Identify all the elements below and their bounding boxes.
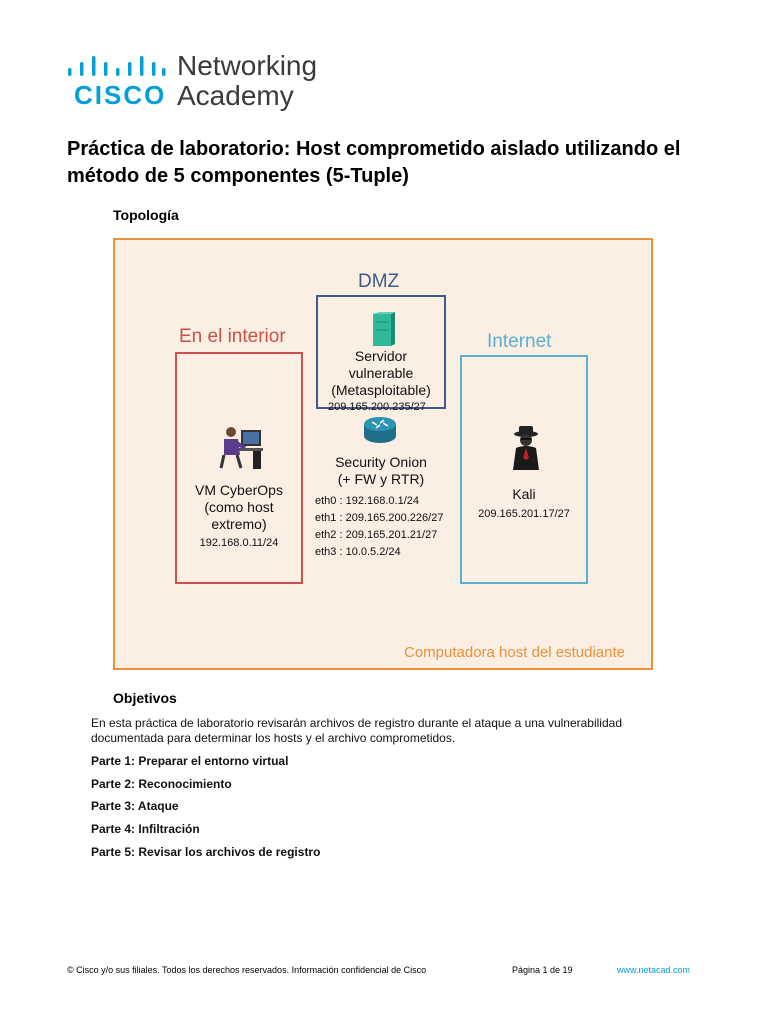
vm-label-line: extremo) <box>211 516 267 532</box>
footer-url-link[interactable]: www.netacad.com <box>617 965 691 975</box>
part-item: Parte 2: Reconocimiento <box>91 777 232 791</box>
zone-label-interior: En el interior <box>179 326 286 347</box>
eth-line: eth2 : 209.165.201.21/27 <box>315 529 438 541</box>
host-computer-label: Computadora host del estudiante <box>404 644 625 661</box>
server-label-line: Servidor <box>354 348 408 364</box>
server-ip: 209.165.200.235/27 <box>328 401 426 413</box>
vm-ip: 192.168.0.11/24 <box>199 537 279 549</box>
vm-label-line: VM CyberOps <box>195 482 283 498</box>
security-onion-label-line: (+ FW y RTR) <box>337 471 425 487</box>
part-item: Parte 4: Infiltración <box>91 822 200 836</box>
objectives-heading: Objetivos <box>113 690 177 706</box>
eth-line: eth1 : 209.165.200.226/27 <box>315 512 444 524</box>
eth-line: eth0 : 192.168.0.1/24 <box>315 495 419 507</box>
cisco-networking-academy-logo <box>66 50 326 112</box>
security-onion-interfaces <box>315 493 443 561</box>
vm-label-line: (como host <box>204 499 274 515</box>
objectives-text: En esta práctica de laboratorio revisarán archivos de registro durante el ataque a una vulnerabilidad documentada para determinar los hosts y el archivo comprometidos. <box>91 716 622 745</box>
cisco-wordmark: CISCO <box>74 80 167 110</box>
logo-line-academy: Academy <box>177 80 294 111</box>
server-icon <box>371 312 395 348</box>
kali-label: Kali <box>512 486 536 502</box>
router-icon <box>363 416 397 446</box>
topology-heading: Topología <box>113 207 179 223</box>
user-workstation-icon <box>215 424 265 474</box>
footer-copyright: © Cisco y/o sus filiales. Todos los derechos reservados. Información confidencial de Cisco <box>67 965 427 975</box>
topology-diagram <box>113 238 653 670</box>
footer-page-number: Página 1 de 19 <box>512 965 573 975</box>
part-item: Parte 3: Ataque <box>91 799 179 813</box>
security-onion-label-line: Security Onion <box>335 454 427 470</box>
kali-ip: 209.165.201.17/27 <box>478 508 570 520</box>
zone-label-dmz: DMZ <box>358 271 400 292</box>
server-label <box>316 348 446 399</box>
page-title: Práctica de laboratorio: Host comprometido aislado utilizando el método de 5 componentes (5-Tuple) <box>67 138 681 187</box>
eth-line: eth3 : 10.0.5.2/24 <box>315 546 401 558</box>
logo-line-networking: Networking <box>177 50 318 81</box>
part-item: Parte 5: Revisar los archivos de registro <box>91 845 321 859</box>
part-item: Parte 1: Preparar el entorno virtual <box>91 754 289 768</box>
zone-label-internet: Internet <box>487 331 552 352</box>
server-label-line: vulnerable <box>348 365 414 381</box>
hacker-icon <box>507 424 545 472</box>
cisco-bars-icon <box>66 56 166 78</box>
vm-cyberops-label <box>175 482 303 533</box>
server-label-line: (Metasploitable) <box>331 382 431 398</box>
security-onion-label <box>316 454 446 488</box>
